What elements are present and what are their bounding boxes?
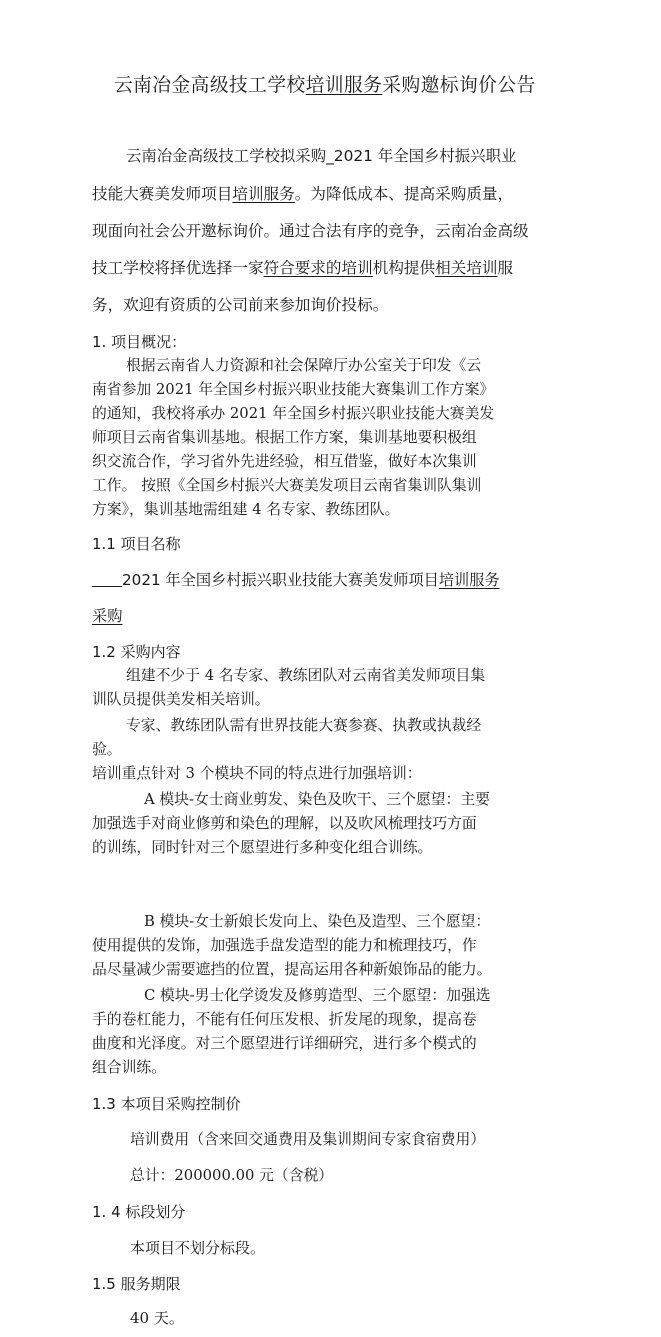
section-1-line-3: 的通知，我校将承办 2021 年全国乡村振兴职业技能大赛美发 <box>92 405 495 422</box>
intro-line-4-b: 机构提供 <box>372 259 436 277</box>
module-a-line-2: 加强选手对商业修剪和染色的理解，以及吹风梳理技巧方面 <box>92 815 477 832</box>
module-c-line-1: C 模块-男士化学烫发及修剪造型、三个愿望：加强选 <box>144 987 491 1004</box>
title-underlined: 培训服务 <box>305 74 383 96</box>
intro-line-2-b: 。为降低成本、提高采购质量， <box>294 185 514 203</box>
intro-line-4-a: 技工学校将择优选择一家 <box>92 259 264 277</box>
intro-line-5: 务，欢迎有资质的公司前来参加询价投标。 <box>92 296 389 314</box>
section-1-line-5: 织交流合作，学习省外先进经验，相互借鉴，做好本次集训 <box>92 453 477 470</box>
intro-line-4-underlined-1: 符合要求的培训 <box>263 259 373 277</box>
module-b-line-1: B 模块-女士新娘长发向上、染色及造型、三个愿望： <box>144 913 491 930</box>
title-prefix: 云南冶金高级技工学校 <box>113 74 306 96</box>
section-1-line-2: 南省参加 2021 年全国乡村振兴职业技能大赛集训工作方案》 <box>92 381 495 398</box>
section-1-5-heading: 1.5 服务期限 <box>92 1275 181 1293</box>
module-c-line-3: 曲度和光泽度。对三个愿望进行详细研究，进行多个模式的 <box>92 1035 477 1052</box>
intro-line-3: 现面向社会公开邀标询价。通过合法有序的竞争，云南冶金高级 <box>92 222 529 240</box>
section-1-heading: 1. 项目概况： <box>92 333 187 351</box>
section-1-2-line-5: 培训重点针对 3 个模块不同的特点进行加强培训： <box>92 765 422 782</box>
intro-line-1: 云南冶金高级技工学校拟采购_2021 年全国乡村振兴职业 <box>126 147 517 165</box>
intro-line-2-a: 技能大赛美发师项目 <box>92 185 233 203</box>
intro-line-4 <box>92 258 513 278</box>
section-1-4-heading: 1. 4 标段划分 <box>92 1203 186 1221</box>
module-b-line-3: 品尽量减少需要遮挡的位置，提高运用各种新娘饰品的能力。 <box>92 961 492 978</box>
section-1-3-line-1: 培训费用（含来回交通费用及集训期间专家食宿费用） <box>130 1131 486 1148</box>
blank-underline <box>92 572 122 587</box>
intro-line-2-underlined: 培训服务 <box>232 185 295 203</box>
intro-line-4-c: 服 <box>497 259 514 277</box>
section-1-line-1: 根据云南省人力资源和社会保障厅办公室关于印发《云 <box>126 357 482 374</box>
section-1-5-line-1: 40 天。 <box>130 1309 184 1327</box>
section-1-2-line-3: 专家、教练团队需有世界技能大赛参赛、执教或执裁经 <box>126 717 482 734</box>
module-a-line-1: A 模块-女士商业剪发、染色及吹干、三个愿望：主要 <box>144 791 490 808</box>
section-1-line-7: 方案》，集训基地需组建 4 名专家、教练团队。 <box>92 501 400 518</box>
section-1-1-heading: 1.1 项目名称 <box>92 535 181 553</box>
section-1-3-heading: 1.3 本项目采购控制价 <box>92 1095 241 1113</box>
section-1-line-6: 工作。 按照《全国乡村振兴大赛美发项目云南省集训队集训 <box>92 477 482 494</box>
module-b-line-2: 使用提供的发饰，加强选手盘发造型的能力和梳理技巧，作 <box>92 937 477 954</box>
section-1-1-line-1-underlined: 培训服务 <box>438 571 500 589</box>
title-suffix: 采购邀标询价公告 <box>382 74 536 96</box>
intro-line-4-underlined-2: 相关培训 <box>435 259 498 277</box>
section-1-2-heading: 1.2 采购内容 <box>92 643 181 661</box>
module-a-line-3: 的训练，同时针对三个愿望进行多种变化组合训练。 <box>92 839 433 856</box>
section-1-2-line-2: 训队员提供美发相关培训。 <box>92 691 270 708</box>
section-1-1-line-1-text: 2021 年全国乡村振兴职业技能大赛美发师项目 <box>122 571 439 589</box>
section-1-1-line-2-underlined: 采购 <box>92 607 123 625</box>
section-1-2-line-1: 组建不少于 4 名专家、教练团队对云南省美发师项目集 <box>126 667 486 684</box>
page-title <box>0 70 650 97</box>
section-1-3-total: 总计：200000.00 元（含税） <box>130 1167 334 1184</box>
intro-line-2 <box>92 184 513 204</box>
module-c-line-4: 组合训练。 <box>92 1059 166 1076</box>
section-1-1-line-1 <box>92 570 500 590</box>
section-1-1-line-2 <box>92 606 122 626</box>
section-1-2-line-4: 验。 <box>92 741 122 758</box>
section-1-4-line-1: 本项目不划分标段。 <box>130 1239 266 1257</box>
module-c-line-2: 手的卷杠能力，不能有任何压发根、折发尾的现象，提高卷 <box>92 1011 477 1028</box>
section-1-line-4: 师项目云南省集训基地。根据工作方案，集训基地要积极组 <box>92 429 477 446</box>
